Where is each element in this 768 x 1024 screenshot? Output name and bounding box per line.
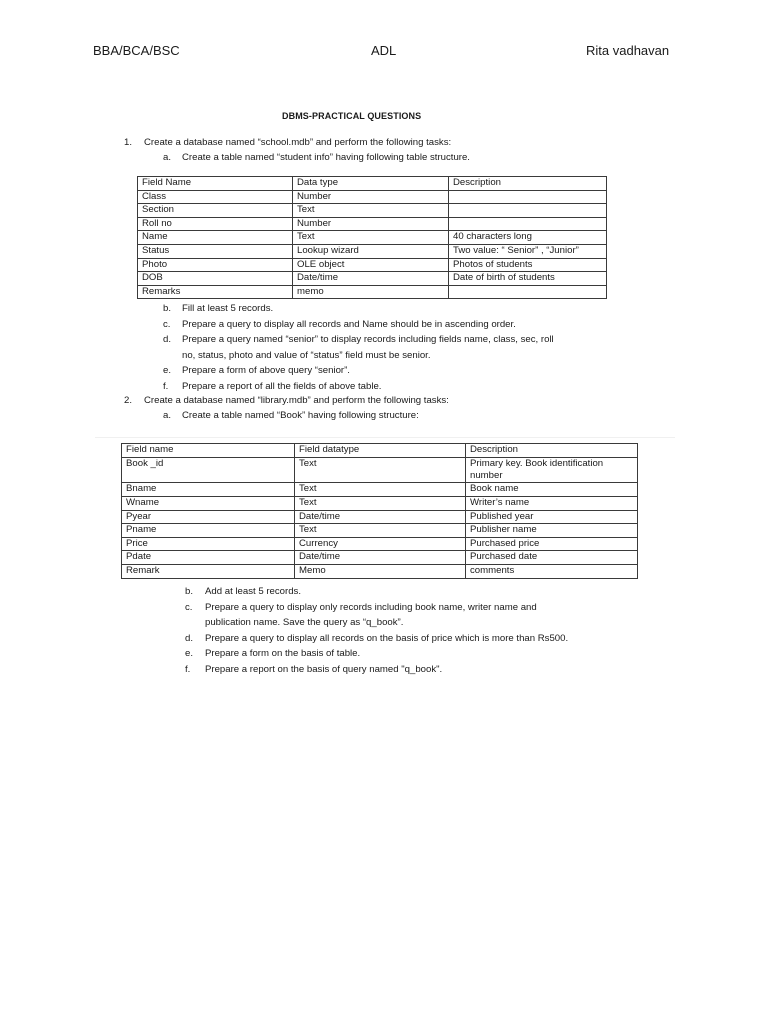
table-cell: Primary key. Book identification number bbox=[466, 457, 638, 483]
task-text: Prepare a report on the basis of query named "q_book". bbox=[205, 663, 443, 675]
task-text: Fill at least 5 records. bbox=[182, 303, 274, 314]
table-row bbox=[122, 551, 638, 565]
table-row bbox=[138, 272, 607, 286]
table-header-row bbox=[138, 177, 607, 191]
table-cell bbox=[449, 204, 607, 218]
q2-a-text: Create a table named “Book” having following structure: bbox=[182, 410, 419, 421]
q1-text: Create a database named “school.mdb” and perform the following tasks: bbox=[144, 137, 452, 148]
column-header: Field datatype bbox=[295, 444, 466, 458]
q1-a-letter: a. bbox=[163, 152, 172, 163]
table-cell: Pdate bbox=[122, 551, 295, 565]
table-row bbox=[122, 483, 638, 497]
column-header: Field name bbox=[122, 444, 295, 458]
table-row bbox=[138, 285, 607, 299]
table-row bbox=[138, 190, 607, 204]
task-letter: b. bbox=[185, 586, 194, 597]
table-row bbox=[138, 258, 607, 272]
q1-number: 1. bbox=[124, 137, 133, 148]
table-cell: Bname bbox=[122, 483, 295, 497]
task-text: Prepare a form of above query “senior”. bbox=[182, 365, 350, 376]
task-letter: d. bbox=[163, 334, 172, 345]
table-cell: Price bbox=[122, 537, 295, 551]
table-cell: 40 characters long bbox=[449, 231, 607, 245]
table-cell: Purchased date bbox=[466, 551, 638, 565]
table-cell: Purchased price bbox=[466, 537, 638, 551]
table-cell: Date/time bbox=[293, 272, 449, 286]
table-row bbox=[138, 231, 607, 245]
table-cell: Book name bbox=[466, 483, 638, 497]
task-text: Add at least 5 records. bbox=[205, 586, 301, 597]
task-letter: e. bbox=[185, 648, 194, 659]
column-header: Field Name bbox=[138, 177, 293, 191]
table-cell: Date of birth of students bbox=[449, 272, 607, 286]
task-letter: f. bbox=[163, 380, 169, 392]
table-cell: Text bbox=[293, 204, 449, 218]
table-row bbox=[122, 524, 638, 538]
table-cell: comments bbox=[466, 564, 638, 578]
table-row bbox=[122, 510, 638, 524]
q1-a-text: Create a table named “student info” having following table structure. bbox=[182, 152, 470, 163]
table-cell: Photos of students bbox=[449, 258, 607, 272]
table-row bbox=[138, 244, 607, 258]
document-title: DBMS-PRACTICAL QUESTIONS bbox=[282, 111, 422, 121]
header-course: BBA/BCA/BSC bbox=[93, 43, 180, 58]
table-cell: Number bbox=[293, 190, 449, 204]
table-cell: Roll no bbox=[138, 217, 293, 231]
column-header: Description bbox=[449, 177, 607, 191]
table-cell: Number bbox=[293, 217, 449, 231]
task-text: Prepare a query named “senior” to display records including fields name, class, sec, roll bbox=[182, 334, 554, 345]
table-cell bbox=[449, 217, 607, 231]
table-header-row bbox=[122, 444, 638, 458]
table-cell bbox=[449, 285, 607, 299]
table-cell: Remarks bbox=[138, 285, 293, 299]
table-cell: Remark bbox=[122, 564, 295, 578]
table-cell: Two value: “ Senior” , “Junior” bbox=[449, 244, 607, 258]
table-row bbox=[122, 497, 638, 511]
table-cell: Published year bbox=[466, 510, 638, 524]
table-cell: Class bbox=[138, 190, 293, 204]
page-header bbox=[0, 43, 768, 63]
task-letter: d. bbox=[185, 632, 194, 644]
table-cell: DOB bbox=[138, 272, 293, 286]
table-cell: Text bbox=[295, 457, 466, 483]
task-letter: e. bbox=[163, 365, 172, 376]
task-letter: c. bbox=[163, 318, 171, 330]
table-row bbox=[122, 457, 638, 483]
table-cell: Date/time bbox=[295, 510, 466, 524]
task-text: no, status, photo and value of “status” field must be senior. bbox=[182, 349, 431, 361]
table-cell: Status bbox=[138, 244, 293, 258]
task-letter: f. bbox=[185, 663, 191, 675]
book-table bbox=[121, 443, 638, 579]
table-cell: memo bbox=[293, 285, 449, 299]
column-header: Data type bbox=[293, 177, 449, 191]
column-header: Description bbox=[466, 444, 638, 458]
task-text: Prepare a query to display only records including book name, writer name and bbox=[205, 601, 537, 613]
table-row bbox=[138, 217, 607, 231]
task-text: Prepare a form on the basis of table. bbox=[205, 648, 361, 659]
table-cell: Text bbox=[295, 524, 466, 538]
table-cell: Memo bbox=[295, 564, 466, 578]
table-cell: Writer’s name bbox=[466, 497, 638, 511]
table-cell: Text bbox=[295, 483, 466, 497]
table-cell: Text bbox=[293, 231, 449, 245]
task-text: Prepare a query to display all records and Name should be in ascending order. bbox=[182, 318, 516, 330]
task-letter: b. bbox=[163, 303, 172, 314]
table-cell: Book _id bbox=[122, 457, 295, 483]
table-cell: Currency bbox=[295, 537, 466, 551]
divider bbox=[95, 437, 675, 438]
table-row bbox=[138, 204, 607, 218]
task-letter: c. bbox=[185, 601, 193, 613]
table-cell: Wname bbox=[122, 497, 295, 511]
student-info-table bbox=[137, 176, 607, 299]
q2-text: Create a database named “library.mdb” and perform the following tasks: bbox=[144, 395, 449, 406]
q2-number: 2. bbox=[124, 395, 133, 406]
table-cell bbox=[449, 190, 607, 204]
table-cell: Pname bbox=[122, 524, 295, 538]
table-cell: Publisher name bbox=[466, 524, 638, 538]
table-cell: Lookup wizard bbox=[293, 244, 449, 258]
table-cell: Text bbox=[295, 497, 466, 511]
table-cell: Section bbox=[138, 204, 293, 218]
header-author: Rita vadhavan bbox=[586, 43, 670, 58]
table-cell: Pyear bbox=[122, 510, 295, 524]
table-row bbox=[122, 537, 638, 551]
table-cell: Name bbox=[138, 231, 293, 245]
task-text: publication name. Save the query as “q_book”. bbox=[205, 617, 404, 628]
task-text: Prepare a query to display all records on the basis of price which is more than Rs500. bbox=[205, 632, 569, 644]
header-subject: ADL bbox=[371, 43, 397, 58]
task-text: Prepare a report of all the fields of above table. bbox=[182, 380, 382, 392]
q2-a-letter: a. bbox=[163, 410, 172, 421]
table-cell: Photo bbox=[138, 258, 293, 272]
table-cell: OLE object bbox=[293, 258, 449, 272]
table-cell: Date/time bbox=[295, 551, 466, 565]
table-row bbox=[122, 564, 638, 578]
